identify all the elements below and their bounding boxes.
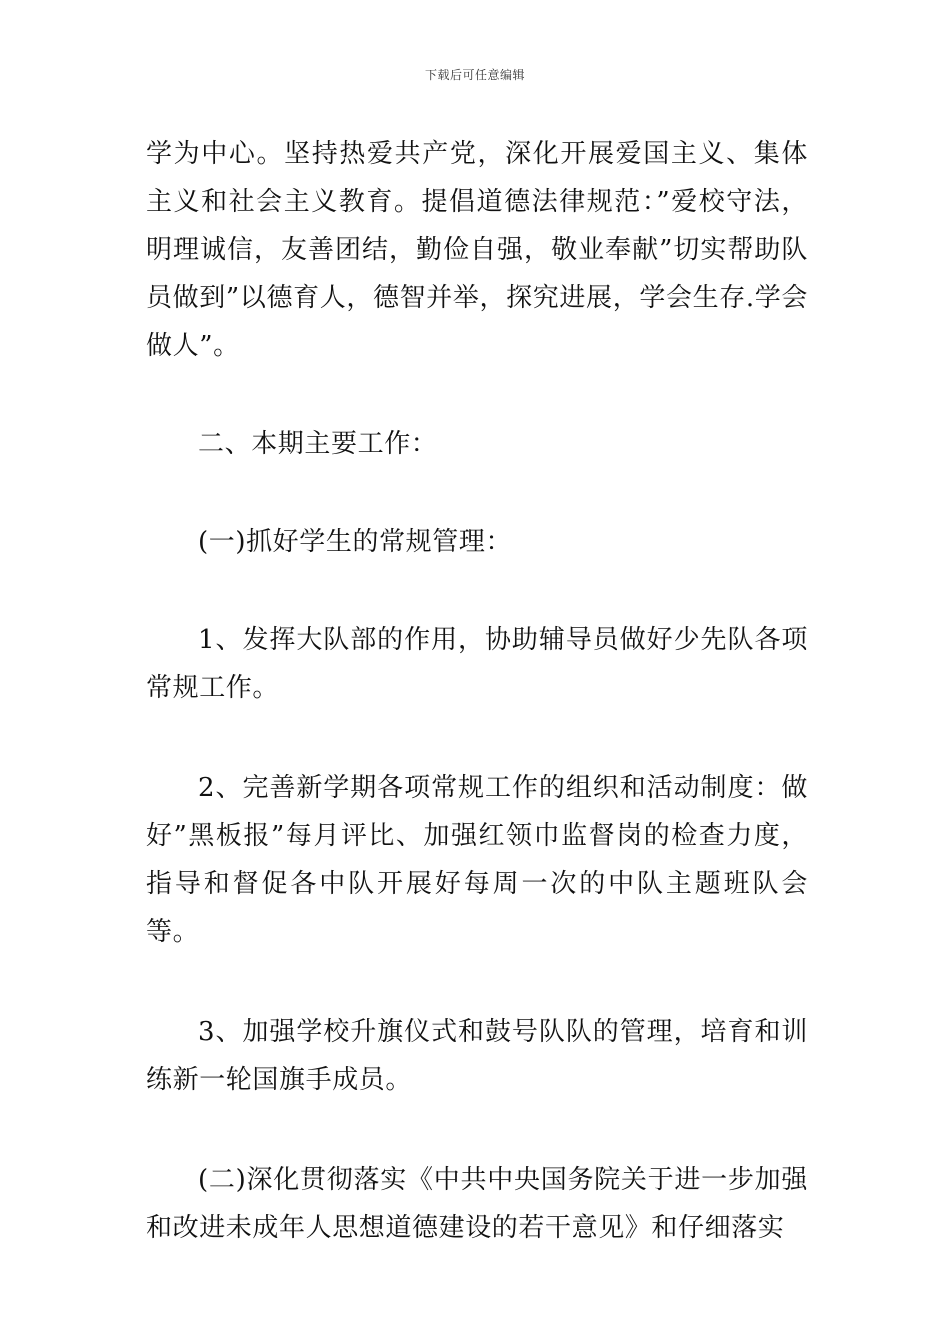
page-header: 下载后可任意编辑 xyxy=(424,68,525,82)
section-heading-main-work: 二、本期主要工作： xyxy=(198,429,438,459)
document-body xyxy=(146,130,808,1252)
subsection-heading-implementation: (二)深化贯彻落实《中共中央国务院关于进一步加强和改进未成年人思想道德建设的若干意见》和仔细落实 xyxy=(146,1165,808,1243)
list-item-3: 3、加强学校升旗仪式和鼓号队队的管理，培育和训练新一轮国旗手成员。 xyxy=(146,1017,808,1095)
paragraph-intro: 学为中心。坚持热爱共产党，深化开展爱国主义、集体主义和社会主义教育。提倡道德法律规范：”爱校守法，明理诚信，友善团结，勤俭自强，敬业奉献”切实帮助队员做到”以德育人，德智并举，探究进展，学会生存.学会做人”。 xyxy=(146,139,808,361)
list-item-2: 2、完善新学期各项常规工作的组织和活动制度：做好”黑板报”每月评比、加强红领巾监督岗的检查力度，指导和督促各中队开展好每周一次的中队主题班队会等。 xyxy=(146,773,808,947)
subsection-heading-routine-management: (一)抓好学生的常规管理： xyxy=(198,527,513,557)
list-item-1: 1、发挥大队部的作用，协助辅导员做好少先队各项常规工作。 xyxy=(146,625,808,703)
